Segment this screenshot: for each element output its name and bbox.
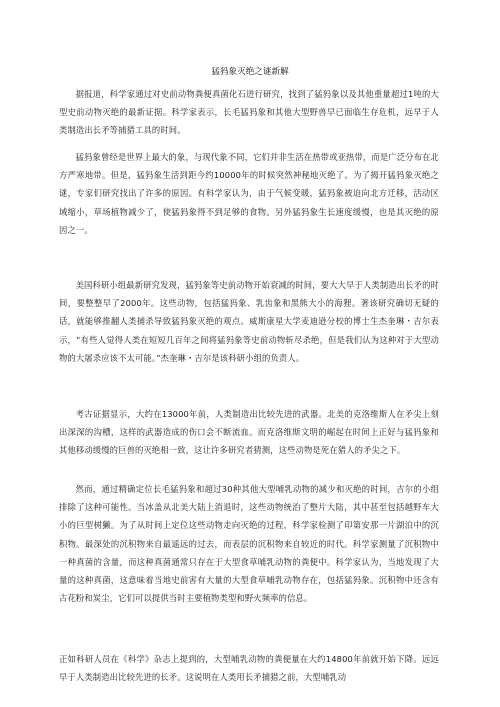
paragraph-4: 考古证据显示，大约在13000年前，人类制造出比较先进的武器。北美的克洛维斯人在矛尖上刻出深深的沟槽，这样的武器造成的伤口会不断流血。而克洛维斯文明的崛起在时间上正好与猛犸象和其他移动缓慢的巨兽的灭绝相一致，这让许多研究者猜测，这些动物是死在猎人的矛尖之下。 <box>59 409 439 456</box>
paragraph-2: 猛犸象曾经是世界上最大的象，与现代象不同，它们并非生活在热带或亚热带，而是广泛分布在北方严寒地带。但是，猛犸象生活到距今约10000年的时候突然神秘地灭绝了。为了揭开猛犸象灭绝之谜，专家们研究找出了许多的原因。有科学家认为，由于气候变暖，猛犸象被迫向北方迁移，活动区域缩小，草场植物减少了，使猛犸象得不到足够的食物。另外猛犸象生长速度缓慢，也是其灭绝的原因之一。 <box>59 152 439 235</box>
document-title: 猛犸象灭绝之谜新解 <box>211 67 289 77</box>
paragraph-3: 美国科研小组最新研究发现，猛犸象等史前动物开始衰减的时间，要大大早于人类制造出长矛的时间，要整整早了2000年。这些动物，包括猛犸象、乳齿象和黑熊大小的海狸。著该研究确切无疑的话，就能够推翻人类捕杀导致猛犸象灭绝的观点。威斯康星大学麦迪逊分校的博士生杰奎琳・吉尔表示，“有些人觉得人类在短短几百年之间将猛犸象等史前动物斩尽杀绝，但是我们认为这种对于大型动物的大屠杀应该不太可能。”杰奎琳・吉尔是该科研小组的负责人。 <box>59 280 439 363</box>
paragraph-5: 然而，通过精确定位长毛猛犸象和超过30种其他大型哺乳动物的减少和灭绝的时间，吉尔的小组排除了这种可能性。当冰盖从北美大陆上消退时，这些动物统治了整片大陆，其中甚至包括越野车大小的巨型树獭。为了从时间上定位这些动物走向灭绝的过程，科学家检测了印第安那一片湖泊中的沉积物。最深处的沉积物来自最遥远的过去，而表层的沉积物来自较近的时代。科学家测量了沉积物中一种真菌的含量，而这种真菌通常只存在于大型食草哺乳动物的粪便中。科学家认为，当地发现了大量的这种真菌，这意味着当地史前害有大量的大型食草哺乳动物存在，包括猛犸象。沉积物中还含有古花粉和炭尘，它们可以提供当时主要植物类型和野火频率的信息。 <box>59 484 439 604</box>
paragraph-1: 据报道，科学家通过对史前动物粪便真菌化石进行研究，找到了猛犸象以及其他重量超过1吨的大型史前动物灭绝的最新证据。科学家表示，长毛猛犸象和其他大型野兽早已面临生存危机，远早于人类制造出长矛等捕猎工具的时间。 <box>59 89 439 136</box>
paragraph-6: 正如科研人员在《科学》杂志上提到的，大型哺乳动物的粪便量在大约14800年前就开始下降。远远早于人类制造出比较先进的长矛。这说明在人类用长矛捕猎之前，大型哺乳动 <box>59 654 439 683</box>
